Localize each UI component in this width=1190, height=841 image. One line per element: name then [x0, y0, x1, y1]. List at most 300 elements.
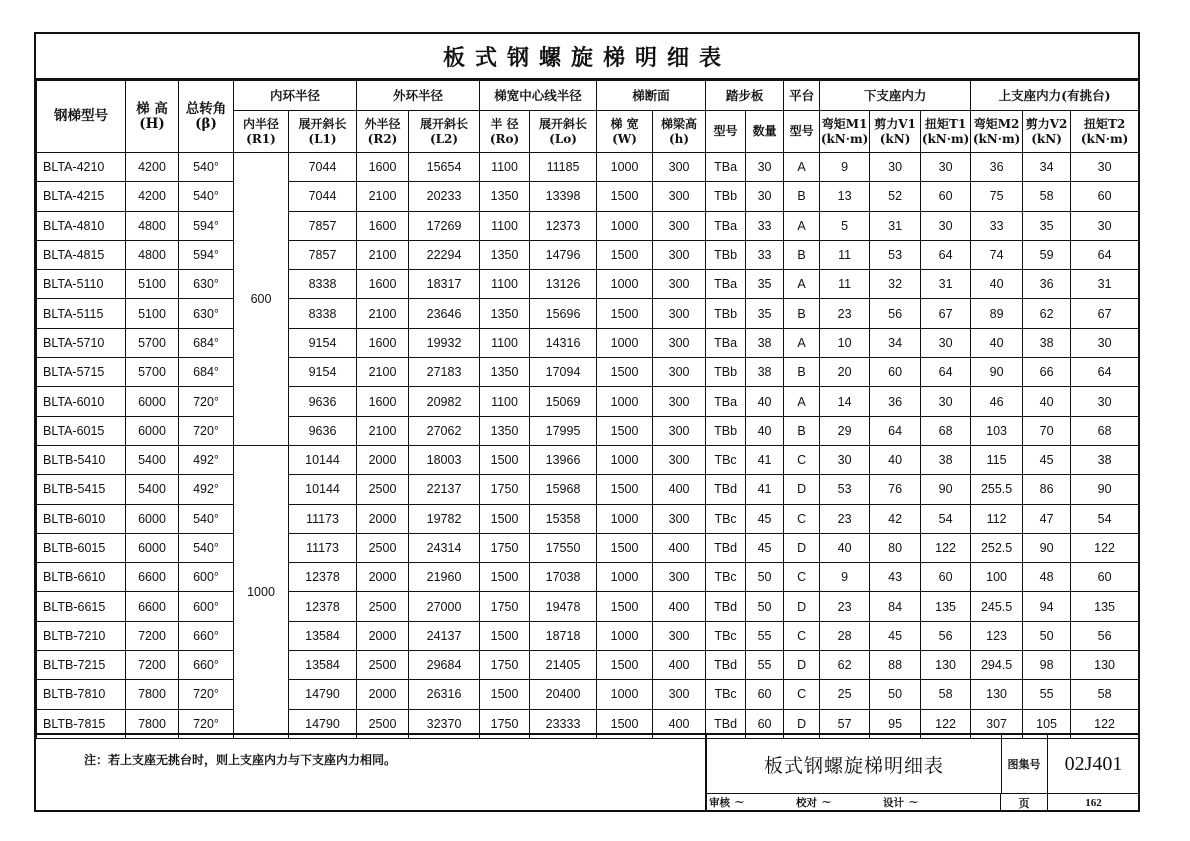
table-cell: 14	[820, 387, 870, 416]
table-cell: 58	[1071, 680, 1139, 709]
table-cell: 75	[971, 182, 1023, 211]
table-cell: 7200	[126, 621, 179, 650]
col-angle: 总转角 (β)	[179, 81, 234, 153]
table-cell: 64	[1071, 358, 1139, 387]
table-cell: 17995	[530, 416, 597, 445]
table-cell: 59	[1023, 240, 1071, 269]
table-cell: 540°	[179, 153, 234, 182]
table-cell: 300	[653, 680, 706, 709]
table-cell: 27000	[409, 592, 480, 621]
table-cell: 38	[1071, 445, 1139, 474]
table-cell: 15069	[530, 387, 597, 416]
table-cell: 18317	[409, 270, 480, 299]
table-cell: 20982	[409, 387, 480, 416]
table-cell: 300	[653, 270, 706, 299]
table-cell: TBb	[706, 299, 746, 328]
table-cell: 300	[653, 299, 706, 328]
table-cell: TBb	[706, 240, 746, 269]
table-cell: 1500	[597, 182, 653, 211]
table-cell: 1100	[480, 328, 530, 357]
table-cell: 40	[870, 445, 921, 474]
table-cell: 2000	[357, 563, 409, 592]
table-cell: 21960	[409, 563, 480, 592]
spec-table	[36, 80, 1139, 739]
table-cell: 7044	[289, 153, 357, 182]
col-ro: 半 径 (Ro)	[480, 111, 530, 153]
table-cell: 68	[1071, 416, 1139, 445]
table-cell: 30	[870, 153, 921, 182]
table-cell: 135	[921, 592, 971, 621]
table-cell: 2500	[357, 475, 409, 504]
table-cell: 60	[1071, 563, 1139, 592]
table-cell: 2000	[357, 621, 409, 650]
table-cell: TBa	[706, 328, 746, 357]
table-cell: 1600	[357, 387, 409, 416]
table-cell: 33	[971, 211, 1023, 240]
table-cell: 720°	[179, 709, 234, 738]
table-cell: 23646	[409, 299, 480, 328]
table-cell: 45	[1023, 445, 1071, 474]
table-cell: 24137	[409, 621, 480, 650]
table-cell: 36	[870, 387, 921, 416]
table-cell: 11	[820, 270, 870, 299]
table-cell: TBb	[706, 358, 746, 387]
table-cell: BLTB-6615	[37, 592, 126, 621]
table-cell: 6000	[126, 533, 179, 562]
table-cell: 1500	[597, 299, 653, 328]
table-cell: 70	[1023, 416, 1071, 445]
table-cell: 34	[1023, 153, 1071, 182]
table-cell: 1500	[597, 416, 653, 445]
col-r1: 内半径 (R1)	[234, 111, 289, 153]
check-signature: ~	[821, 795, 832, 810]
table-cell: BLTA-5710	[37, 328, 126, 357]
table-body	[37, 153, 1139, 739]
col-v2: 剪力V2 (kN)	[1023, 111, 1071, 153]
table-cell: 1600	[357, 153, 409, 182]
table-cell: 100	[971, 563, 1023, 592]
grp-outer: 外环半径	[357, 81, 480, 111]
table-cell: 40	[746, 416, 784, 445]
table-cell: 26316	[409, 680, 480, 709]
r1-group-cell: 600	[234, 153, 289, 446]
table-cell: 300	[653, 504, 706, 533]
table-row	[37, 270, 1139, 299]
table-cell: 45	[746, 504, 784, 533]
table-cell: 56	[1071, 621, 1139, 650]
table-cell: 9	[820, 153, 870, 182]
table-cell: 400	[653, 709, 706, 738]
table-cell: 9154	[289, 358, 357, 387]
table-cell: 7857	[289, 211, 357, 240]
table-cell: 300	[653, 621, 706, 650]
grp-section: 梯断面	[597, 81, 706, 111]
col-h: 梯梁高 (h)	[653, 111, 706, 153]
table-cell: 400	[653, 592, 706, 621]
table-cell: 600°	[179, 592, 234, 621]
table-cell: 2100	[357, 358, 409, 387]
table-cell: D	[784, 709, 820, 738]
table-cell: 1000	[597, 504, 653, 533]
table-cell: B	[784, 358, 820, 387]
table-cell: 400	[653, 475, 706, 504]
table-cell: BLTA-4810	[37, 211, 126, 240]
table-cell: 300	[653, 358, 706, 387]
table-cell: 103	[971, 416, 1023, 445]
table-cell: TBd	[706, 709, 746, 738]
table-cell: 43	[870, 563, 921, 592]
table-cell: 30	[1071, 211, 1139, 240]
table-cell: 13398	[530, 182, 597, 211]
table-cell: 105	[1023, 709, 1071, 738]
table-cell: 52	[870, 182, 921, 211]
table-cell: 5400	[126, 475, 179, 504]
table-cell: 58	[1023, 182, 1071, 211]
table-cell: 38	[1023, 328, 1071, 357]
table-cell: TBd	[706, 475, 746, 504]
table-cell: 300	[653, 153, 706, 182]
table-cell: 9636	[289, 387, 357, 416]
col-v1: 剪力V1 (kN)	[870, 111, 921, 153]
table-cell: 6000	[126, 416, 179, 445]
table-cell: 4800	[126, 240, 179, 269]
table-cell: BLTA-5715	[37, 358, 126, 387]
table-cell: 90	[971, 358, 1023, 387]
review-signature: ~	[734, 795, 745, 810]
table-cell: 300	[653, 387, 706, 416]
table-cell: TBc	[706, 504, 746, 533]
table-cell: 30	[1071, 328, 1139, 357]
col-r2: 外半径 (R2)	[357, 111, 409, 153]
table-cell: 684°	[179, 358, 234, 387]
table-cell: TBc	[706, 621, 746, 650]
col-tread-type: 型号	[706, 111, 746, 153]
table-cell: 53	[820, 475, 870, 504]
table-cell: 29	[820, 416, 870, 445]
col-lo: 展开斜长 (Lo)	[530, 111, 597, 153]
table-row	[37, 592, 1139, 621]
table-cell: 28	[820, 621, 870, 650]
table-cell: 35	[746, 270, 784, 299]
table-cell: 14790	[289, 709, 357, 738]
grp-center: 梯宽中心线半径	[480, 81, 597, 111]
table-cell: 1100	[480, 153, 530, 182]
table-cell: 90	[921, 475, 971, 504]
table-cell: 50	[1023, 621, 1071, 650]
table-cell: 1100	[480, 270, 530, 299]
table-cell: BLTA-4815	[37, 240, 126, 269]
table-cell: 19932	[409, 328, 480, 357]
table-cell: 41	[746, 475, 784, 504]
table-cell: 7200	[126, 651, 179, 680]
table-cell: 17094	[530, 358, 597, 387]
table-cell: BLTB-7815	[37, 709, 126, 738]
table-cell: 31	[870, 211, 921, 240]
table-cell: 14796	[530, 240, 597, 269]
table-cell: 95	[870, 709, 921, 738]
design-label: 设计	[883, 797, 904, 809]
table-cell: 13126	[530, 270, 597, 299]
table-cell: 300	[653, 211, 706, 240]
table-cell: 1350	[480, 416, 530, 445]
table-row	[37, 533, 1139, 562]
drawing-frame	[34, 32, 1140, 812]
table-cell: 58	[921, 680, 971, 709]
col-height: 梯 高 (H)	[126, 81, 179, 153]
table-cell: 38	[746, 328, 784, 357]
table-cell: 57	[820, 709, 870, 738]
table-cell: 56	[921, 621, 971, 650]
table-cell: 36	[1023, 270, 1071, 299]
table-cell: C	[784, 445, 820, 474]
table-cell: 89	[971, 299, 1023, 328]
table-cell: 88	[870, 651, 921, 680]
title-block	[705, 735, 1140, 812]
table-cell: BLTA-6015	[37, 416, 126, 445]
grp-lower: 下支座内力	[820, 81, 971, 111]
table-cell: BLTB-5410	[37, 445, 126, 474]
table-cell: 15968	[530, 475, 597, 504]
table-cell: 1000	[597, 387, 653, 416]
table-cell: 40	[971, 328, 1023, 357]
table-cell: 12378	[289, 592, 357, 621]
table-cell: 5	[820, 211, 870, 240]
table-cell: 20	[820, 358, 870, 387]
table-cell: 9	[820, 563, 870, 592]
table-cell: 11	[820, 240, 870, 269]
table-cell: 1000	[597, 211, 653, 240]
table-cell: 13966	[530, 445, 597, 474]
table-cell: 135	[1071, 592, 1139, 621]
table-cell: 2100	[357, 416, 409, 445]
table-cell: D	[784, 592, 820, 621]
table-cell: C	[784, 563, 820, 592]
table-cell: 1500	[597, 475, 653, 504]
table-cell: 2000	[357, 504, 409, 533]
table-cell: 594°	[179, 240, 234, 269]
table-cell: 6000	[126, 387, 179, 416]
table-row	[37, 328, 1139, 357]
table-cell: 2500	[357, 709, 409, 738]
table-row	[37, 475, 1139, 504]
table-cell: 540°	[179, 182, 234, 211]
table-cell: A	[784, 153, 820, 182]
table-cell: 252.5	[971, 533, 1023, 562]
table-cell: TBd	[706, 533, 746, 562]
table-cell: TBb	[706, 182, 746, 211]
table-cell: 60	[746, 680, 784, 709]
table-row	[37, 211, 1139, 240]
table-cell: 1000	[597, 445, 653, 474]
table-cell: 25	[820, 680, 870, 709]
footer	[36, 733, 1138, 812]
table-cell: C	[784, 680, 820, 709]
table-cell: 5100	[126, 299, 179, 328]
table-cell: 5100	[126, 270, 179, 299]
table-cell: BLTB-5415	[37, 475, 126, 504]
table-cell: 23	[820, 592, 870, 621]
table-cell: 130	[1071, 651, 1139, 680]
table-cell: 30	[921, 211, 971, 240]
table-cell: 15358	[530, 504, 597, 533]
table-cell: 10144	[289, 445, 357, 474]
table-cell: 720°	[179, 680, 234, 709]
table-cell: 1750	[480, 533, 530, 562]
table-cell: 112	[971, 504, 1023, 533]
table-cell: 17038	[530, 563, 597, 592]
table-cell: 36	[971, 153, 1023, 182]
table-cell: 55	[746, 651, 784, 680]
table-cell: 60	[921, 182, 971, 211]
table-cell: 130	[921, 651, 971, 680]
table-row	[37, 387, 1139, 416]
table-cell: 86	[1023, 475, 1071, 504]
table-cell: 40	[820, 533, 870, 562]
table-cell: 35	[746, 299, 784, 328]
table-cell: 30	[921, 328, 971, 357]
table-cell: 594°	[179, 211, 234, 240]
table-cell: 1500	[480, 621, 530, 650]
table-cell: 9636	[289, 416, 357, 445]
table-cell: 23333	[530, 709, 597, 738]
table-cell: 74	[971, 240, 1023, 269]
table-cell: TBd	[706, 651, 746, 680]
table-cell: 660°	[179, 621, 234, 650]
table-cell: 14790	[289, 680, 357, 709]
table-cell: 30	[746, 182, 784, 211]
table-cell: 18003	[409, 445, 480, 474]
page-label: 页	[1001, 793, 1048, 812]
table-cell: 1500	[597, 240, 653, 269]
table-cell: 98	[1023, 651, 1071, 680]
table-cell: 60	[921, 563, 971, 592]
table-cell: 24314	[409, 533, 480, 562]
table-row	[37, 445, 1139, 474]
table-cell: 10144	[289, 475, 357, 504]
table-cell: B	[784, 416, 820, 445]
table-cell: TBc	[706, 563, 746, 592]
table-cell: 66	[1023, 358, 1071, 387]
table-cell: TBa	[706, 270, 746, 299]
table-cell: 6600	[126, 592, 179, 621]
table-cell: 30	[1071, 387, 1139, 416]
table-cell: 600°	[179, 563, 234, 592]
table-cell: 62	[820, 651, 870, 680]
table-cell: 1750	[480, 592, 530, 621]
table-cell: 5400	[126, 445, 179, 474]
table-cell: 62	[1023, 299, 1071, 328]
table-cell: 400	[653, 651, 706, 680]
table-cell: 11185	[530, 153, 597, 182]
table-cell: 1350	[480, 299, 530, 328]
table-cell: 20233	[409, 182, 480, 211]
table-cell: BLTB-6015	[37, 533, 126, 562]
table-cell: B	[784, 240, 820, 269]
table-cell: BLTB-7215	[37, 651, 126, 680]
table-cell: 2500	[357, 592, 409, 621]
table-cell: B	[784, 182, 820, 211]
table-row	[37, 621, 1139, 650]
table-cell: BLTA-4215	[37, 182, 126, 211]
table-cell: 684°	[179, 328, 234, 357]
table-cell: 122	[921, 533, 971, 562]
table-cell: 50	[746, 592, 784, 621]
table-cell: 11173	[289, 533, 357, 562]
table-cell: 8338	[289, 270, 357, 299]
table-cell: 5700	[126, 358, 179, 387]
table-cell: 307	[971, 709, 1023, 738]
table-cell: 7800	[126, 709, 179, 738]
table-cell: 27183	[409, 358, 480, 387]
table-cell: 1000	[597, 680, 653, 709]
table-cell: 55	[1023, 680, 1071, 709]
table-cell: 31	[1071, 270, 1139, 299]
table-cell: 13	[820, 182, 870, 211]
table-title: 板式钢螺旋梯明细表	[36, 34, 1138, 80]
table-cell: 60	[1071, 182, 1139, 211]
table-cell: 720°	[179, 416, 234, 445]
table-cell: 30	[746, 153, 784, 182]
signature-row	[707, 793, 1001, 812]
col-w: 梯 宽 (W)	[597, 111, 653, 153]
table-cell: 1500	[597, 592, 653, 621]
table-cell: 18718	[530, 621, 597, 650]
table-cell: 13584	[289, 621, 357, 650]
table-cell: TBa	[706, 153, 746, 182]
table-cell: 1600	[357, 270, 409, 299]
table-cell: 54	[921, 504, 971, 533]
table-cell: 55	[746, 621, 784, 650]
col-model: 钢梯型号	[37, 81, 126, 153]
table-cell: TBb	[706, 416, 746, 445]
r1-group-cell: 1000	[234, 445, 289, 738]
col-l2: 展开斜长 (L2)	[409, 111, 480, 153]
table-cell: BLTA-4210	[37, 153, 126, 182]
drawing-name: 板式钢螺旋梯明细表	[707, 735, 1002, 794]
grp-upper: 上支座内力(有挑台)	[971, 81, 1139, 111]
table-cell: 64	[921, 358, 971, 387]
table-cell: 123	[971, 621, 1023, 650]
table-cell: 54	[1071, 504, 1139, 533]
table-cell: 7857	[289, 240, 357, 269]
table-cell: D	[784, 533, 820, 562]
table-cell: 6600	[126, 563, 179, 592]
table-cell: D	[784, 475, 820, 504]
table-cell: 33	[746, 211, 784, 240]
table-cell: BLTB-7810	[37, 680, 126, 709]
table-cell: 47	[1023, 504, 1071, 533]
table-cell: 45	[870, 621, 921, 650]
table-cell: 255.5	[971, 475, 1023, 504]
table-cell: 64	[870, 416, 921, 445]
table-cell: 34	[870, 328, 921, 357]
table-row	[37, 680, 1139, 709]
table-cell: 30	[1071, 153, 1139, 182]
grp-platform: 平台	[784, 81, 820, 111]
table-cell: 630°	[179, 299, 234, 328]
table-cell: D	[784, 651, 820, 680]
table-cell: 660°	[179, 651, 234, 680]
page-number: 162	[1085, 796, 1102, 809]
grp-inner: 内环半径	[234, 81, 357, 111]
table-cell: 67	[921, 299, 971, 328]
table-cell: 1350	[480, 182, 530, 211]
table-cell: BLTA-5110	[37, 270, 126, 299]
table-cell: 76	[870, 475, 921, 504]
table-cell: BLTA-5115	[37, 299, 126, 328]
table-cell: 22137	[409, 475, 480, 504]
table-cell: 14316	[530, 328, 597, 357]
